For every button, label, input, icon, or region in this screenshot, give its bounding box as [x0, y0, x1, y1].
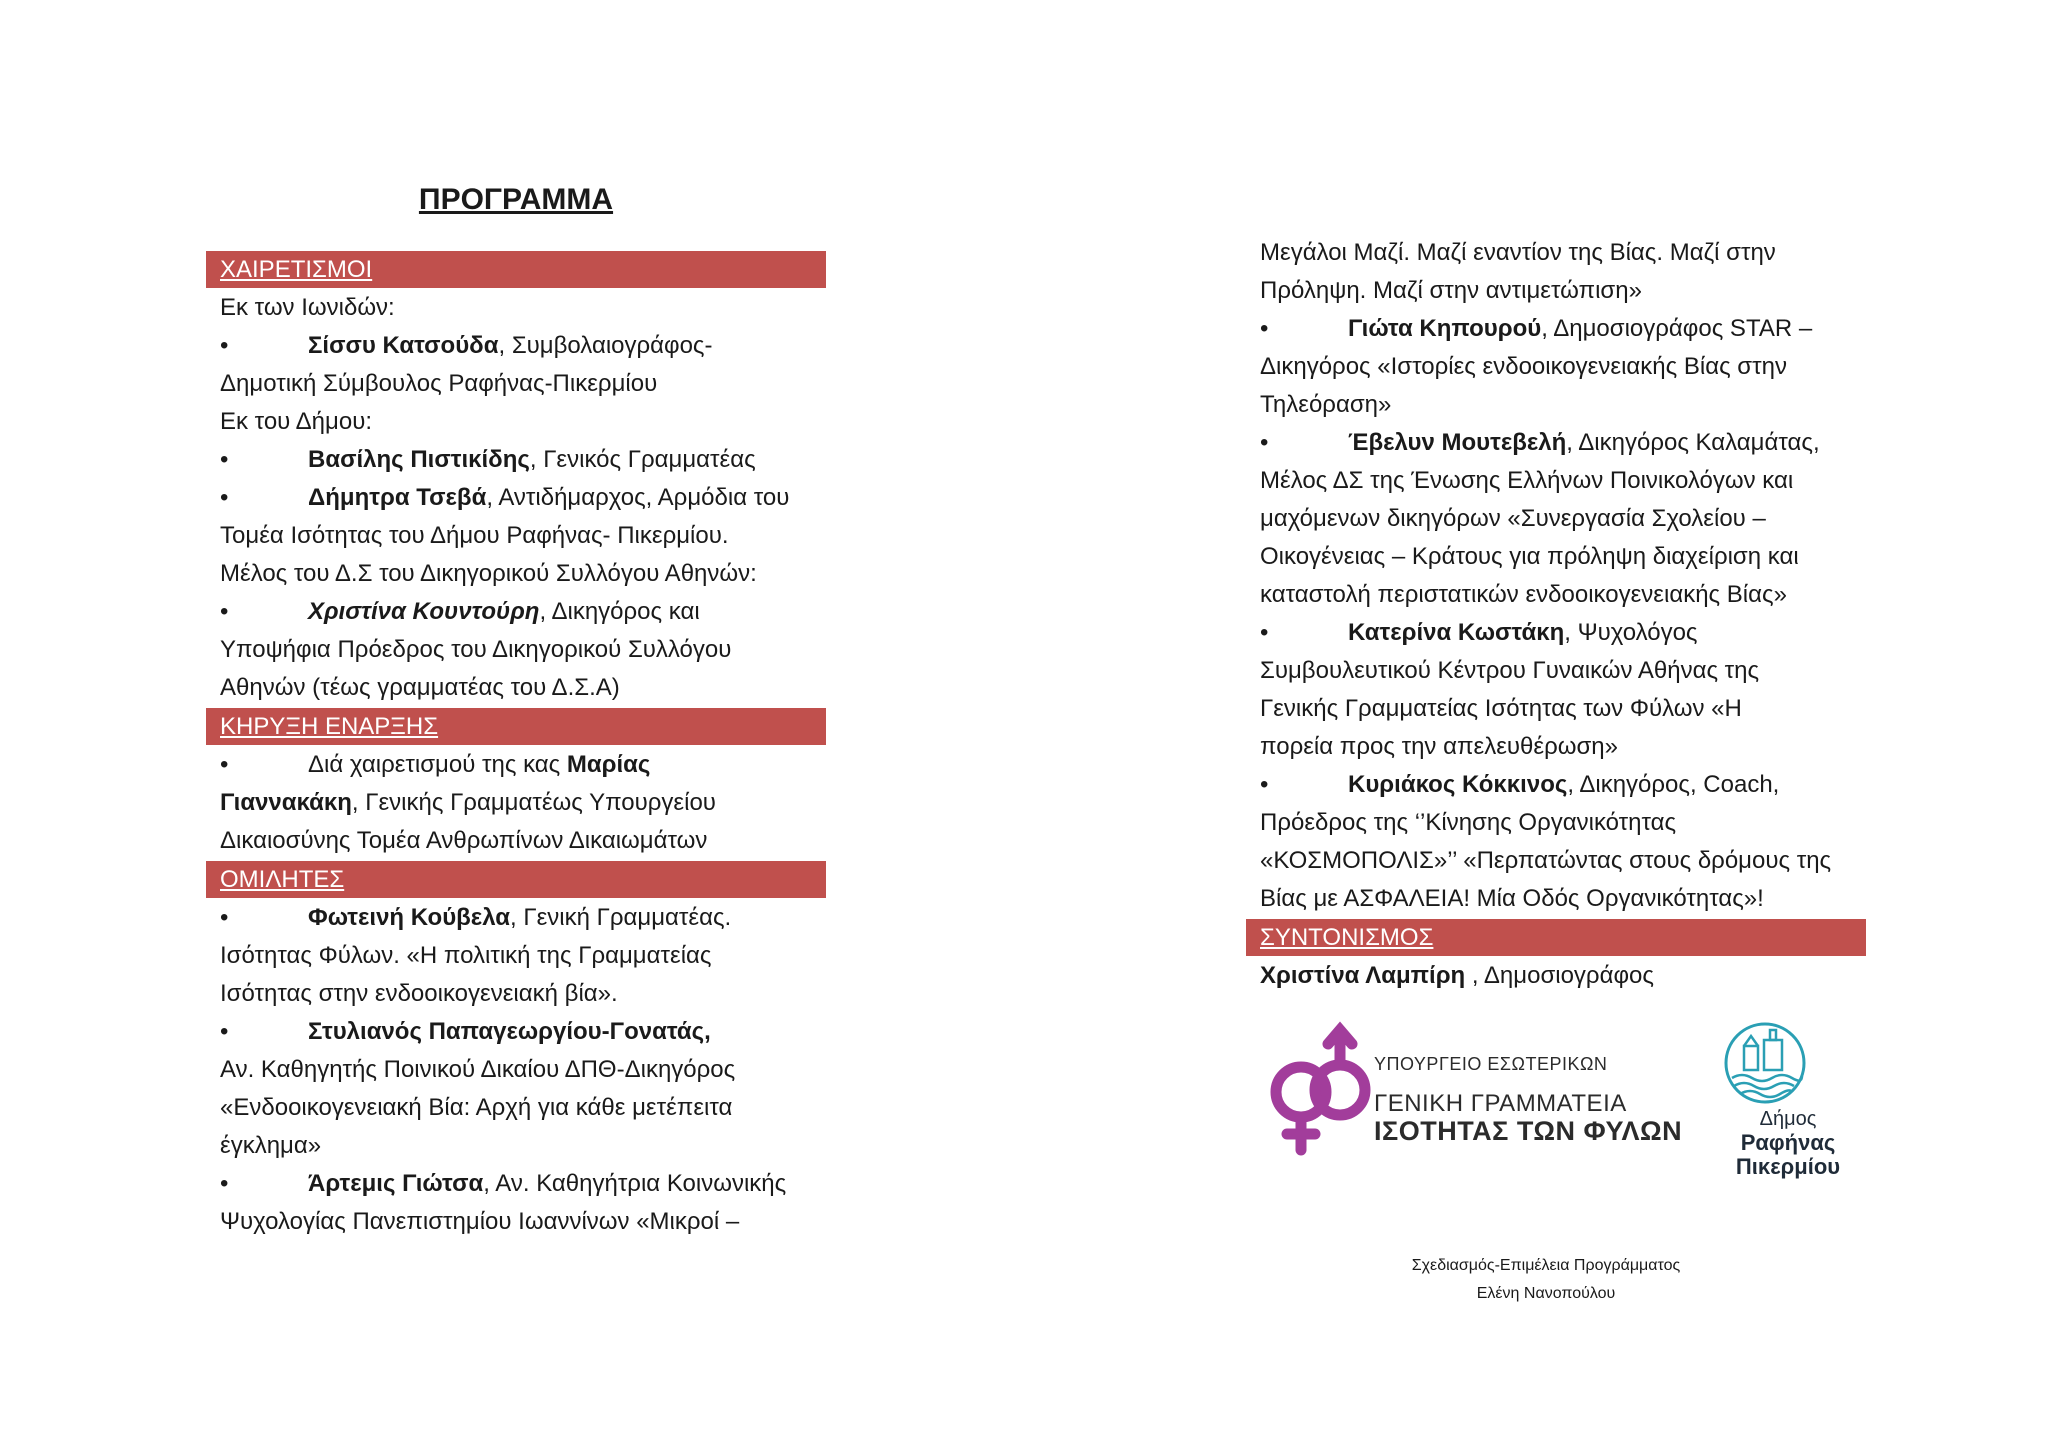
list-item: • Βασίλης Πιστικίδης, Γενικός Γραμματέας: [220, 446, 756, 473]
credits: [1346, 1252, 1746, 1308]
section-header-speakers: ΟΜΙΛΗΤΕΣ: [206, 861, 826, 898]
section-header-greetings: ΧΑΙΡΕΤΙΣΜΟΙ: [206, 251, 826, 288]
greetings-intro-bar: Μέλος του Δ.Σ του Δικηγορικού Συλλόγου Αθηνών:: [220, 560, 757, 587]
municipality-line-1: Δήμος: [1759, 1108, 1817, 1130]
list-item: • Κυριάκος Κόκκινος, Δικηγόρος, Coach,: [1260, 771, 1780, 798]
list-item: • Στυλιανός Παπαγεωργίου-Γονατάς,: [220, 1018, 711, 1045]
logos-area: [1268, 1020, 1868, 1180]
section-header-opening: ΚΗΡΥΞΗ ΕΝΑΡΞΗΣ: [206, 708, 826, 745]
greetings-intro-municipality: Εκ του Δήμου:: [220, 408, 372, 435]
list-item: • Διά χαιρετισμού της κας Μαρίας: [220, 751, 651, 778]
list-item: • Δήμητρα Τσεβά, Αντιδήμαρχος, Αρμόδια του: [220, 484, 790, 511]
municipality-logo: [1708, 1020, 1868, 1180]
gender-symbols-icon: [1268, 1020, 1378, 1160]
coordinator: Χριστίνα Λαμπίρη , Δημοσιογράφος: [1260, 962, 1654, 989]
list-item: • Σίσσυ Κατσούδα, Συμβολαιογράφος-: [220, 332, 713, 359]
right-column: Μεγάλοι Μαζί. Μαζί εναντίον της Βίας. Μαζί στην Πρόληψη. Μαζί στην αντιμετώπιση» • Γιώτα Κηπουρού, Δημοσιογράφος STAR – Δικηγόρος «Ιστορίες ενδοοικογενειακής Βίας στην Τηλεόραση» • Έβελυν Μουτεβελή, Δικηγόρος Καλαμάτας, Μέλος ΔΣ της Ένωσης Ελλήνων Ποινικολόγων και μαχόμενων δικηγόρων «Συνεργασία Σχολείου – Οικογένειας – Κράτους για πρόληψη διαχείριση και καταστολή περιστατικών ενδοοικογενειακής Βίας» • Κατερίνα Κωστάκη, Ψυχολόγος Συμβουλευτικού Κέντρου Γυναικών Αθήνας της Γενικής Γραμματείας Ισότητας των Φύλων «Η πορεία προς την απελευθέρωση» • Κυριάκος Κόκκινος, Δικηγόρος, Coach, Πρόεδρος της ‘’Κίνησης Οργανικότητας «ΚΟΣΜΟΠΟΛΙΣ»’’ «Περπατώντας στους δρόμους της Βίας με ΑΣΦΑΛΕΙΑ! Μία Οδός Οργανικότητας»! ΣΥΝΤΟΝΙΣΜΟΣ Χριστίνα Λαμπίρη , Δημοσιογράφος: [1246, 234, 1866, 995]
list-item: • Κατερίνα Κωστάκη, Ψυχολόγος: [1260, 619, 1698, 646]
list-item: • Άρτεμις Γιώτσα, Αν. Καθηγήτρια Κοινωνικής: [220, 1170, 787, 1197]
list-item: • Έβελυν Μουτεβελή, Δικηγόρος Καλαμάτας,: [1260, 429, 1820, 456]
ministry-line-2: ΓΕΝΙΚΗ ΓΡΑΜΜΑΤΕΙΑ: [1374, 1090, 1627, 1117]
list-item: • Φωτεινή Κούβελα, Γενική Γραμματέας.: [220, 904, 732, 931]
left-column: ΧΑΙΡΕΤΙΣΜΟΙ Εκ των Ιωνιδών: • Σίσσυ Κατσούδα, Συμβολαιογράφος- Δημοτική Σύμβουλος Ραφήνας-Πικερμίου Εκ του Δήμου: • Βασίλης Πιστικίδης, Γενικός Γραμματέας • Δήμητρα Τσεβά, Αντιδήμαρχος, Αρμόδια του Τομέα Ισότητας του Δήμου Ραφήνας- Πικερμίου. Μέλος του Δ.Σ του Δικηγορικού Συλλόγου Αθηνών: • Χριστίνα Κουντούρη, Δικηγόρος και Υποψήφια Πρόεδρος του Δικηγορικού Συλλόγου Αθηνών (τέως γραμματέας του Δ.Σ.Α) ΚΗΡΥΞΗ ΕΝΑΡΞΗΣ • Διά χαιρετισμού της κας Μαρίας Γιαννακάκη, Γενικής Γραμματέως Υπουργείου Δικαιοσύνης Τομέα Ανθρωπίνων Δικαιωμάτων ΟΜΙΛΗΤΕΣ • Φωτεινή Κούβελα, Γενική Γραμματέας. Ισότητας Φύλων. «Η πολιτική της Γραμματείας Ισότητας στην ενδοοικογενειακή βία». • Στυλιανός Παπαγεωργίου-Γονατάς, Αν. Καθηγητής Ποινικού Δικαίου ΔΠΘ-Δικηγόρος «Ενδοοικογενειακή Βία: Αρχή για κάθε μετέπειτα έγκλημα» • Άρτεμις Γιώτσα, Αν. Καθηγήτρια Κοινωνικής Ψυχολογίας Πανεπιστημίου Ιωαννίνων «Μικροί –: [206, 180, 826, 1241]
ministry-line-3: ΙΣΟΤΗΤΑΣ ΤΩΝ ΦΥΛΩΝ: [1374, 1116, 1683, 1146]
municipality-line-3: Πικερμίου: [1735, 1154, 1841, 1179]
greetings-intro-ionides: Εκ των Ιωνιδών:: [220, 294, 395, 321]
credits-line-1: Σχεδιασμός-Επιμέλεια Προγράμματος: [1411, 1257, 1681, 1274]
municipality-line-2: Ραφήνας: [1740, 1130, 1836, 1155]
page-title: ΠΡΟΓΡΑΜΜΑ: [418, 183, 614, 216]
list-item: • Χριστίνα Κουντούρη, Δικηγόρος και: [220, 598, 700, 625]
section-header-coordination: ΣΥΝΤΟΝΙΣΜΟΣ: [1246, 919, 1866, 956]
ministry-logo: [1268, 1020, 1683, 1160]
list-item: • Γιώτα Κηπουρού, Δημοσιογράφος STAR –: [1260, 315, 1813, 342]
credits-line-2: Ελένη Νανοπούλου: [1476, 1285, 1616, 1302]
municipality-emblem-icon: [1720, 1020, 1810, 1106]
ministry-line-1: ΥΠΟΥΡΓΕΙΟ ΕΣΩΤΕΡΙΚΩΝ: [1374, 1054, 1608, 1074]
